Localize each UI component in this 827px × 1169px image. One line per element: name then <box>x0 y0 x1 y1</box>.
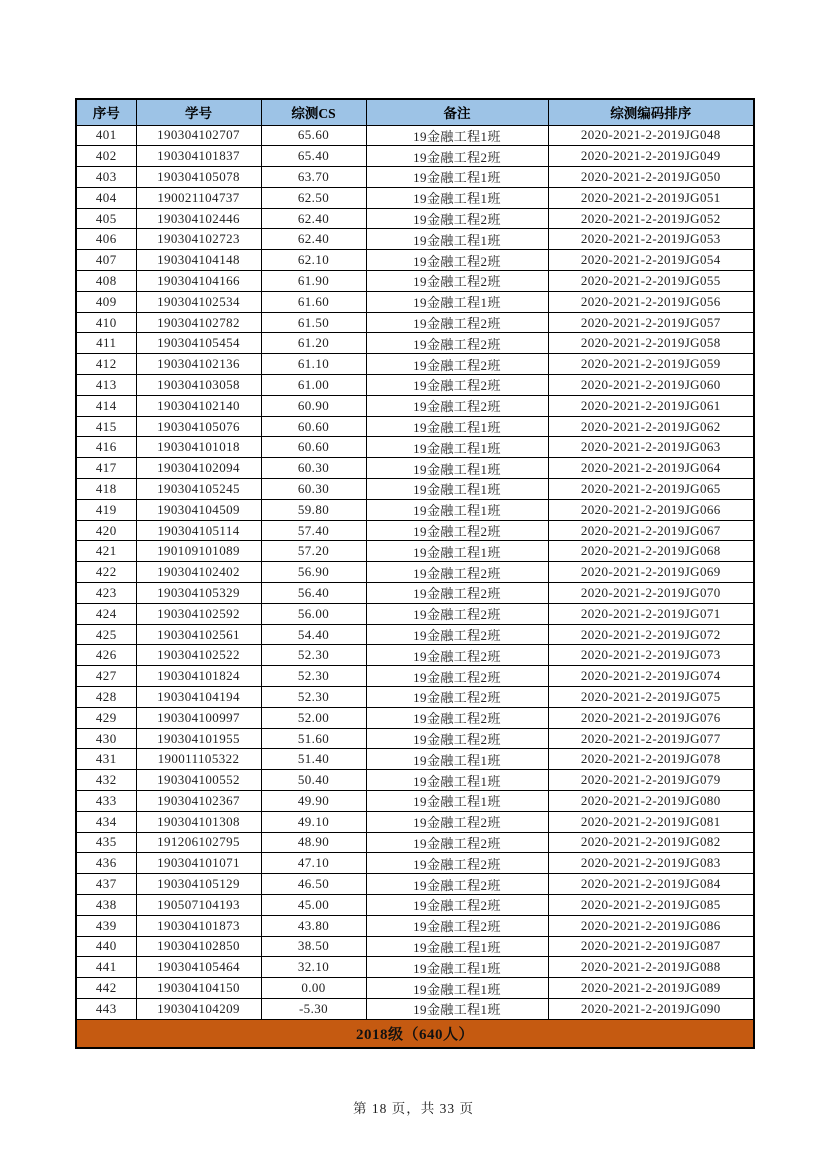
cell-student-id: 190304102782 <box>136 312 261 333</box>
cell-student-id: 190304101824 <box>136 666 261 687</box>
cell-remark: 19金融工程2班 <box>366 915 548 936</box>
cell-student-id: 190304102522 <box>136 645 261 666</box>
cell-score: 61.10 <box>261 354 366 375</box>
cell-index: 431 <box>76 749 136 770</box>
cell-index: 441 <box>76 957 136 978</box>
table-row <box>76 936 754 957</box>
cell-score: 60.30 <box>261 458 366 479</box>
cell-score: 52.30 <box>261 687 366 708</box>
cell-remark: 19金融工程1班 <box>366 229 548 250</box>
cell-code: 2020-2021-2-2019JG088 <box>548 957 754 978</box>
cell-code: 2020-2021-2-2019JG057 <box>548 312 754 333</box>
cell-student-id: 190304105329 <box>136 583 261 604</box>
col-header-code: 综测编码排序 <box>548 99 754 125</box>
cell-index: 439 <box>76 915 136 936</box>
cell-code: 2020-2021-2-2019JG070 <box>548 583 754 604</box>
cell-remark: 19金融工程1班 <box>366 957 548 978</box>
cell-score: 57.20 <box>261 541 366 562</box>
cell-remark: 19金融工程2班 <box>366 271 548 292</box>
cell-score: 52.30 <box>261 645 366 666</box>
cell-student-id: 190304101873 <box>136 915 261 936</box>
col-header-student-id: 学号 <box>136 99 261 125</box>
cell-remark: 19金融工程2班 <box>366 354 548 375</box>
table-row <box>76 250 754 271</box>
cell-index: 405 <box>76 208 136 229</box>
table-row <box>76 583 754 604</box>
cell-code: 2020-2021-2-2019JG065 <box>548 479 754 500</box>
cell-student-id: 190304102140 <box>136 395 261 416</box>
cell-remark: 19金融工程2班 <box>366 603 548 624</box>
table-row <box>76 687 754 708</box>
cell-remark: 19金融工程1班 <box>366 437 548 458</box>
cell-student-id: 190304100997 <box>136 707 261 728</box>
cell-code: 2020-2021-2-2019JG071 <box>548 603 754 624</box>
cell-score: 60.90 <box>261 395 366 416</box>
cell-score: 51.40 <box>261 749 366 770</box>
table-row <box>76 125 754 146</box>
cell-index: 408 <box>76 271 136 292</box>
cell-student-id: 190304104509 <box>136 499 261 520</box>
col-header-remark: 备注 <box>366 99 548 125</box>
cell-index: 440 <box>76 936 136 957</box>
cell-score: 61.50 <box>261 312 366 333</box>
cell-code: 2020-2021-2-2019JG073 <box>548 645 754 666</box>
cell-index: 421 <box>76 541 136 562</box>
cell-index: 417 <box>76 458 136 479</box>
cell-remark: 19金融工程2班 <box>366 894 548 915</box>
table-row <box>76 291 754 312</box>
cell-remark: 19金融工程2班 <box>366 666 548 687</box>
cell-index: 422 <box>76 562 136 583</box>
cell-code: 2020-2021-2-2019JG067 <box>548 520 754 541</box>
cell-code: 2020-2021-2-2019JG063 <box>548 437 754 458</box>
cell-index: 424 <box>76 603 136 624</box>
cell-remark: 19金融工程1班 <box>366 125 548 146</box>
cell-score: 57.40 <box>261 520 366 541</box>
cell-remark: 19金融工程1班 <box>366 458 548 479</box>
cell-score: 56.40 <box>261 583 366 604</box>
cell-remark: 19金融工程2班 <box>366 583 548 604</box>
cell-student-id: 190304105114 <box>136 520 261 541</box>
cell-code: 2020-2021-2-2019JG078 <box>548 749 754 770</box>
table-row <box>76 645 754 666</box>
cell-remark: 19金融工程1班 <box>366 749 548 770</box>
cell-student-id: 190304104209 <box>136 998 261 1019</box>
cell-score: 60.30 <box>261 479 366 500</box>
table-row <box>76 562 754 583</box>
cell-score: 61.00 <box>261 375 366 396</box>
cell-score: 62.40 <box>261 208 366 229</box>
cell-index: 420 <box>76 520 136 541</box>
table-row <box>76 187 754 208</box>
cell-student-id: 190304101018 <box>136 437 261 458</box>
cell-index: 416 <box>76 437 136 458</box>
cell-code: 2020-2021-2-2019JG066 <box>548 499 754 520</box>
cell-remark: 19金融工程1班 <box>366 187 548 208</box>
cell-code: 2020-2021-2-2019JG062 <box>548 416 754 437</box>
table-row <box>76 437 754 458</box>
cell-index: 435 <box>76 832 136 853</box>
cell-score: 61.60 <box>261 291 366 312</box>
cell-score: 65.40 <box>261 146 366 167</box>
cell-student-id: 190011105322 <box>136 749 261 770</box>
cell-index: 407 <box>76 250 136 271</box>
cell-student-id: 190304102561 <box>136 624 261 645</box>
cell-student-id: 190304104148 <box>136 250 261 271</box>
cell-code: 2020-2021-2-2019JG080 <box>548 791 754 812</box>
cell-code: 2020-2021-2-2019JG079 <box>548 770 754 791</box>
cell-student-id: 190304102094 <box>136 458 261 479</box>
col-header-score: 综测CS <box>261 99 366 125</box>
group-footer-label: 2018级（640人） <box>76 1019 754 1048</box>
table-row <box>76 874 754 895</box>
table-row <box>76 707 754 728</box>
cell-index: 409 <box>76 291 136 312</box>
cell-remark: 19金融工程2班 <box>366 146 548 167</box>
group-footer-row <box>76 1019 754 1048</box>
table-row <box>76 791 754 812</box>
header-row <box>76 99 754 125</box>
cell-student-id: 190304101071 <box>136 853 261 874</box>
table-row <box>76 853 754 874</box>
cell-code: 2020-2021-2-2019JG049 <box>548 146 754 167</box>
cell-student-id: 190021104737 <box>136 187 261 208</box>
cell-score: 62.10 <box>261 250 366 271</box>
table-row <box>76 395 754 416</box>
cell-index: 430 <box>76 728 136 749</box>
cell-code: 2020-2021-2-2019JG083 <box>548 853 754 874</box>
cell-student-id: 190507104193 <box>136 894 261 915</box>
cell-remark: 19金融工程2班 <box>366 853 548 874</box>
cell-remark: 19金融工程1班 <box>366 167 548 188</box>
table-row <box>76 811 754 832</box>
cell-code: 2020-2021-2-2019JG090 <box>548 998 754 1019</box>
cell-student-id: 190304102534 <box>136 291 261 312</box>
cell-student-id: 190304102402 <box>136 562 261 583</box>
cell-index: 404 <box>76 187 136 208</box>
cell-remark: 19金融工程1班 <box>366 978 548 999</box>
cell-index: 402 <box>76 146 136 167</box>
cell-code: 2020-2021-2-2019JG058 <box>548 333 754 354</box>
cell-index: 413 <box>76 375 136 396</box>
table-row <box>76 479 754 500</box>
cell-student-id: 190304101308 <box>136 811 261 832</box>
cell-index: 403 <box>76 167 136 188</box>
cell-score: 54.40 <box>261 624 366 645</box>
cell-student-id: 190304102446 <box>136 208 261 229</box>
cell-remark: 19金融工程2班 <box>366 312 548 333</box>
table-row <box>76 146 754 167</box>
cell-score: 59.80 <box>261 499 366 520</box>
table-row <box>76 541 754 562</box>
cell-student-id: 190304103058 <box>136 375 261 396</box>
cell-student-id: 190304104194 <box>136 687 261 708</box>
cell-student-id: 190304102136 <box>136 354 261 375</box>
cell-remark: 19金融工程2班 <box>366 562 548 583</box>
cell-score: 50.40 <box>261 770 366 791</box>
cell-code: 2020-2021-2-2019JG077 <box>548 728 754 749</box>
cell-score: 45.00 <box>261 894 366 915</box>
cell-code: 2020-2021-2-2019JG072 <box>548 624 754 645</box>
cell-remark: 19金融工程2班 <box>366 707 548 728</box>
cell-remark: 19金融工程2班 <box>366 624 548 645</box>
cell-index: 434 <box>76 811 136 832</box>
table-row <box>76 416 754 437</box>
cell-code: 2020-2021-2-2019JG068 <box>548 541 754 562</box>
table-row <box>76 333 754 354</box>
cell-remark: 19金融工程2班 <box>366 728 548 749</box>
cell-score: 56.00 <box>261 603 366 624</box>
table-row <box>76 354 754 375</box>
cell-code: 2020-2021-2-2019JG085 <box>548 894 754 915</box>
table-row <box>76 229 754 250</box>
cell-code: 2020-2021-2-2019JG055 <box>548 271 754 292</box>
cell-remark: 19金融工程2班 <box>366 811 548 832</box>
cell-remark: 19金融工程2班 <box>366 395 548 416</box>
cell-code: 2020-2021-2-2019JG059 <box>548 354 754 375</box>
table-row <box>76 894 754 915</box>
table-row <box>76 832 754 853</box>
cell-score: 63.70 <box>261 167 366 188</box>
cell-code: 2020-2021-2-2019JG052 <box>548 208 754 229</box>
cell-score: 0.00 <box>261 978 366 999</box>
cell-index: 426 <box>76 645 136 666</box>
cell-code: 2020-2021-2-2019JG074 <box>548 666 754 687</box>
cell-student-id: 190304105245 <box>136 479 261 500</box>
cell-index: 415 <box>76 416 136 437</box>
table-row <box>76 375 754 396</box>
cell-remark: 19金融工程1班 <box>366 998 548 1019</box>
table-row <box>76 624 754 645</box>
cell-student-id: 190304102367 <box>136 791 261 812</box>
cell-remark: 19金融工程2班 <box>366 375 548 396</box>
cell-remark: 19金融工程1班 <box>366 770 548 791</box>
cell-index: 427 <box>76 666 136 687</box>
score-table <box>75 98 755 1049</box>
cell-code: 2020-2021-2-2019JG089 <box>548 978 754 999</box>
cell-index: 432 <box>76 770 136 791</box>
cell-code: 2020-2021-2-2019JG064 <box>548 458 754 479</box>
cell-remark: 19金融工程2班 <box>366 208 548 229</box>
cell-student-id: 190304101837 <box>136 146 261 167</box>
cell-index: 411 <box>76 333 136 354</box>
table-row <box>76 312 754 333</box>
cell-code: 2020-2021-2-2019JG084 <box>548 874 754 895</box>
table-row <box>76 271 754 292</box>
table-row <box>76 499 754 520</box>
cell-index: 406 <box>76 229 136 250</box>
cell-code: 2020-2021-2-2019JG076 <box>548 707 754 728</box>
table-row <box>76 998 754 1019</box>
table-row <box>76 957 754 978</box>
cell-index: 412 <box>76 354 136 375</box>
cell-student-id: 191206102795 <box>136 832 261 853</box>
cell-code: 2020-2021-2-2019JG050 <box>548 167 754 188</box>
cell-code: 2020-2021-2-2019JG087 <box>548 936 754 957</box>
cell-code: 2020-2021-2-2019JG086 <box>548 915 754 936</box>
cell-index: 401 <box>76 125 136 146</box>
cell-score: 38.50 <box>261 936 366 957</box>
table-row <box>76 978 754 999</box>
cell-score: 43.80 <box>261 915 366 936</box>
table-row <box>76 458 754 479</box>
cell-index: 443 <box>76 998 136 1019</box>
cell-score: -5.30 <box>261 998 366 1019</box>
cell-score: 61.90 <box>261 271 366 292</box>
table-row <box>76 749 754 770</box>
cell-remark: 19金融工程2班 <box>366 250 548 271</box>
cell-student-id: 190304105076 <box>136 416 261 437</box>
table-row <box>76 520 754 541</box>
cell-remark: 19金融工程1班 <box>366 499 548 520</box>
cell-index: 419 <box>76 499 136 520</box>
cell-remark: 19金融工程1班 <box>366 936 548 957</box>
cell-student-id: 190304100552 <box>136 770 261 791</box>
cell-index: 418 <box>76 479 136 500</box>
cell-student-id: 190304105129 <box>136 874 261 895</box>
cell-remark: 19金融工程1班 <box>366 791 548 812</box>
cell-score: 51.60 <box>261 728 366 749</box>
cell-index: 442 <box>76 978 136 999</box>
table-row <box>76 728 754 749</box>
cell-score: 60.60 <box>261 416 366 437</box>
cell-remark: 19金融工程2班 <box>366 520 548 541</box>
cell-code: 2020-2021-2-2019JG056 <box>548 291 754 312</box>
cell-index: 433 <box>76 791 136 812</box>
cell-score: 56.90 <box>261 562 366 583</box>
cell-score: 65.60 <box>261 125 366 146</box>
cell-code: 2020-2021-2-2019JG054 <box>548 250 754 271</box>
cell-score: 52.30 <box>261 666 366 687</box>
cell-code: 2020-2021-2-2019JG069 <box>548 562 754 583</box>
cell-student-id: 190304102850 <box>136 936 261 957</box>
cell-index: 437 <box>76 874 136 895</box>
cell-code: 2020-2021-2-2019JG082 <box>548 832 754 853</box>
table-row <box>76 770 754 791</box>
table-row <box>76 666 754 687</box>
cell-score: 46.50 <box>261 874 366 895</box>
table-row <box>76 208 754 229</box>
cell-remark: 19金融工程1班 <box>366 479 548 500</box>
cell-index: 438 <box>76 894 136 915</box>
cell-student-id: 190304102723 <box>136 229 261 250</box>
cell-score: 47.10 <box>261 853 366 874</box>
page-number: 第 18 页，共 33 页 <box>353 1101 474 1116</box>
cell-remark: 19金融工程2班 <box>366 832 548 853</box>
cell-remark: 19金融工程1班 <box>366 541 548 562</box>
cell-score: 52.00 <box>261 707 366 728</box>
cell-remark: 19金融工程1班 <box>366 291 548 312</box>
cell-score: 62.50 <box>261 187 366 208</box>
cell-code: 2020-2021-2-2019JG048 <box>548 125 754 146</box>
cell-remark: 19金融工程1班 <box>366 416 548 437</box>
cell-score: 32.10 <box>261 957 366 978</box>
cell-score: 49.90 <box>261 791 366 812</box>
cell-score: 61.20 <box>261 333 366 354</box>
cell-remark: 19金融工程2班 <box>366 687 548 708</box>
cell-student-id: 190304104150 <box>136 978 261 999</box>
cell-student-id: 190304105454 <box>136 333 261 354</box>
cell-score: 48.90 <box>261 832 366 853</box>
cell-code: 2020-2021-2-2019JG053 <box>548 229 754 250</box>
cell-code: 2020-2021-2-2019JG081 <box>548 811 754 832</box>
cell-index: 425 <box>76 624 136 645</box>
cell-code: 2020-2021-2-2019JG051 <box>548 187 754 208</box>
cell-student-id: 190109101089 <box>136 541 261 562</box>
cell-student-id: 190304105464 <box>136 957 261 978</box>
cell-student-id: 190304102707 <box>136 125 261 146</box>
cell-code: 2020-2021-2-2019JG061 <box>548 395 754 416</box>
cell-code: 2020-2021-2-2019JG075 <box>548 687 754 708</box>
cell-score: 49.10 <box>261 811 366 832</box>
cell-code: 2020-2021-2-2019JG060 <box>548 375 754 396</box>
cell-index: 429 <box>76 707 136 728</box>
cell-index: 436 <box>76 853 136 874</box>
cell-index: 428 <box>76 687 136 708</box>
cell-student-id: 190304102592 <box>136 603 261 624</box>
cell-remark: 19金融工程2班 <box>366 874 548 895</box>
table-row <box>76 915 754 936</box>
cell-index: 410 <box>76 312 136 333</box>
cell-student-id: 190304101955 <box>136 728 261 749</box>
table-row <box>76 603 754 624</box>
cell-student-id: 190304104166 <box>136 271 261 292</box>
cell-score: 62.40 <box>261 229 366 250</box>
cell-remark: 19金融工程2班 <box>366 333 548 354</box>
cell-student-id: 190304105078 <box>136 167 261 188</box>
cell-index: 423 <box>76 583 136 604</box>
cell-remark: 19金融工程2班 <box>366 645 548 666</box>
cell-index: 414 <box>76 395 136 416</box>
table-row <box>76 167 754 188</box>
cell-score: 60.60 <box>261 437 366 458</box>
col-header-index: 序号 <box>76 99 136 125</box>
